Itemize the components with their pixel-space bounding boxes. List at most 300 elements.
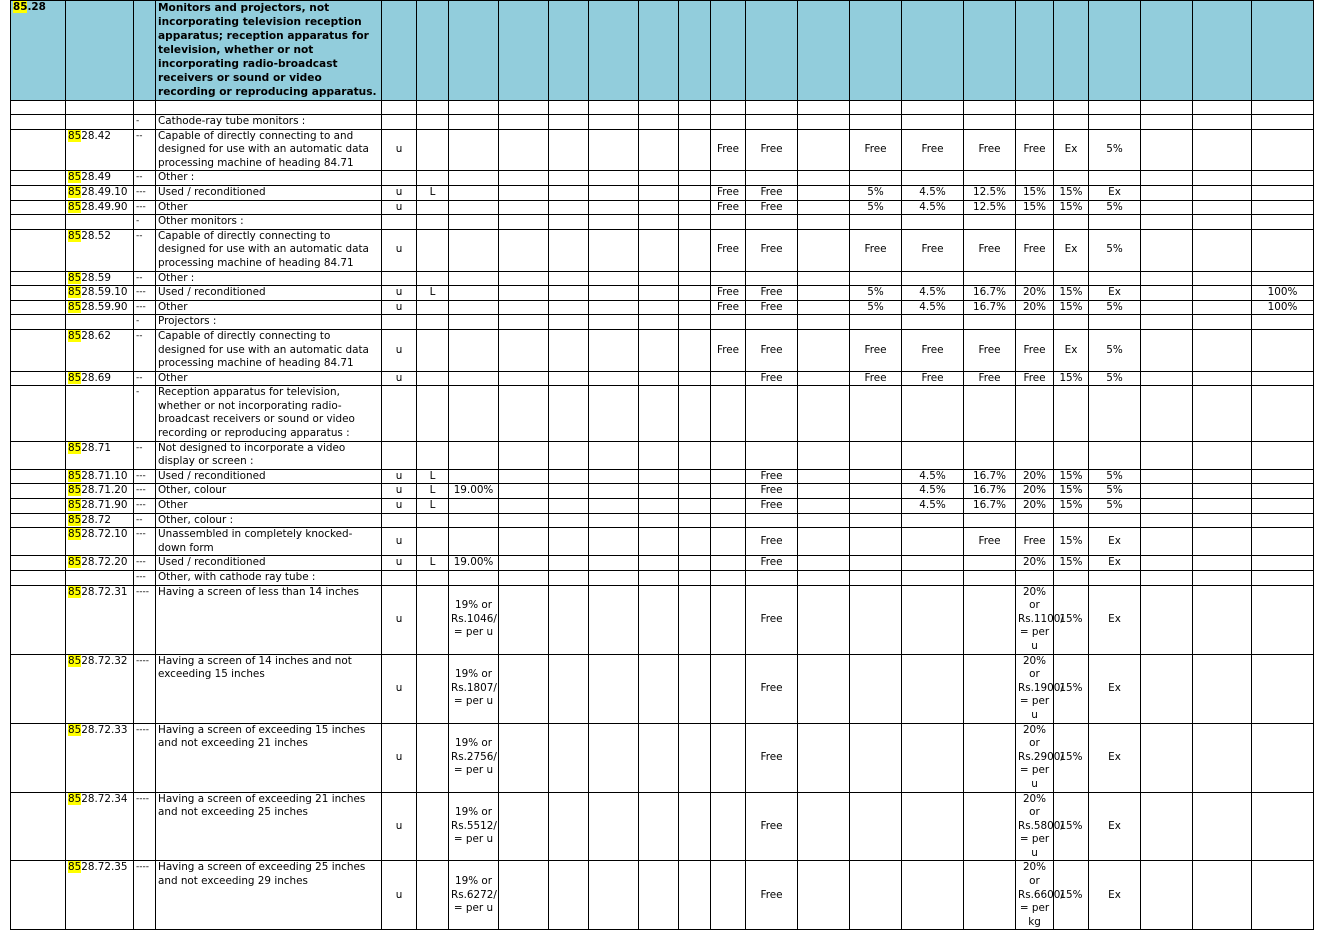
rate-cell: Free xyxy=(1016,371,1054,386)
rate-cell: 12.5% xyxy=(964,200,1016,215)
empty-cell xyxy=(499,528,549,556)
empty-cell xyxy=(639,286,679,301)
empty-cell xyxy=(549,229,589,271)
hs-code-suffix: 28.59.90 xyxy=(81,300,128,313)
unit-cell: u xyxy=(382,792,417,861)
rate-cell xyxy=(1252,371,1314,386)
empty-cell xyxy=(679,215,711,230)
rate-cell: 4.5% xyxy=(902,300,964,315)
rate-cell xyxy=(746,171,798,186)
level-dashes: - xyxy=(134,386,156,441)
empty-cell xyxy=(1141,528,1193,556)
level-dashes: - xyxy=(134,215,156,230)
empty-cell xyxy=(549,115,589,130)
hs-code-prefix: 85 xyxy=(68,513,82,526)
rate-cell: 100% xyxy=(1252,300,1314,315)
description: Other, colour : xyxy=(156,513,382,528)
rate-cell: 5% xyxy=(1089,499,1141,514)
table-row xyxy=(11,315,1314,330)
rate-cell xyxy=(902,386,964,441)
rate-cell xyxy=(850,528,902,556)
rate-cell xyxy=(850,861,902,930)
rate-cell xyxy=(449,469,499,484)
hs-code-prefix: 85 xyxy=(68,861,82,874)
unit-cell: u xyxy=(382,469,417,484)
empty-cell xyxy=(1141,469,1193,484)
rate-cell xyxy=(1252,861,1314,930)
rate-cell xyxy=(902,513,964,528)
empty-cell xyxy=(798,571,850,586)
empty-cell xyxy=(11,171,66,186)
empty-cell xyxy=(798,115,850,130)
rate-cell xyxy=(964,723,1016,792)
rate-cell: Free xyxy=(711,200,746,215)
hs-code-suffix: 28.69 xyxy=(81,371,111,384)
rate-cell: Ex xyxy=(1054,129,1089,171)
table-row xyxy=(11,441,1314,469)
rate-cell xyxy=(1252,484,1314,499)
rate-cell xyxy=(902,441,964,469)
empty-cell xyxy=(639,329,679,371)
rate-cell xyxy=(850,499,902,514)
rate-cell xyxy=(1016,386,1054,441)
rate-cell: 5% xyxy=(1089,469,1141,484)
empty-cell xyxy=(639,723,679,792)
level-dashes: -- xyxy=(134,329,156,371)
level-dashes: --- xyxy=(134,200,156,215)
unit-cell: u xyxy=(382,371,417,386)
description: Cathode-ray tube monitors : xyxy=(156,115,382,130)
table-row xyxy=(11,171,1314,186)
rate-cell xyxy=(902,115,964,130)
empty-cell xyxy=(499,386,549,441)
rate-cell: Free xyxy=(711,129,746,171)
rate-cell xyxy=(964,571,1016,586)
level-dashes: --- xyxy=(134,286,156,301)
rate-cell: 15% xyxy=(1054,792,1089,861)
rate-cell: 15% xyxy=(1054,528,1089,556)
empty-cell xyxy=(639,215,679,230)
unit-cell: u xyxy=(382,185,417,200)
rate-cell: 5% xyxy=(850,185,902,200)
empty-cell xyxy=(11,484,66,499)
empty-cell xyxy=(639,129,679,171)
licence-cell: L xyxy=(417,499,449,514)
rate-cell xyxy=(964,271,1016,286)
empty-cell xyxy=(549,469,589,484)
empty-cell xyxy=(499,441,549,469)
hs-code xyxy=(66,861,134,930)
rate-cell xyxy=(711,271,746,286)
level-dashes: ---- xyxy=(134,861,156,930)
empty-cell xyxy=(679,229,711,271)
unit-cell xyxy=(382,315,417,330)
rate-cell: 15% xyxy=(1054,185,1089,200)
hs-code xyxy=(66,585,134,654)
rate-cell: 4.5% xyxy=(902,200,964,215)
empty-cell xyxy=(798,371,850,386)
empty-cell xyxy=(549,371,589,386)
table-row xyxy=(11,329,1314,371)
empty-cell xyxy=(679,654,711,723)
rate-cell: Ex xyxy=(1089,556,1141,571)
hs-code xyxy=(66,792,134,861)
empty-cell xyxy=(499,185,549,200)
rate-cell xyxy=(902,585,964,654)
empty-cell xyxy=(1141,200,1193,215)
rate-cell xyxy=(1193,115,1252,130)
rate-cell xyxy=(1054,271,1089,286)
rate-cell xyxy=(964,115,1016,130)
rate-cell xyxy=(1054,171,1089,186)
rate-cell: 5% xyxy=(850,300,902,315)
empty-cell xyxy=(679,171,711,186)
empty-cell xyxy=(549,441,589,469)
rate-cell xyxy=(1252,513,1314,528)
rate-cell xyxy=(964,215,1016,230)
hs-code xyxy=(66,484,134,499)
description: Capable of directly connecting to and designed for use with an automatic data processing machine of heading 84.71 xyxy=(156,129,382,171)
licence-cell xyxy=(417,271,449,286)
unit-cell xyxy=(382,171,417,186)
rate-cell xyxy=(1252,185,1314,200)
rate-cell xyxy=(1054,215,1089,230)
rate-cell: 15% xyxy=(1054,654,1089,723)
empty-cell xyxy=(639,300,679,315)
empty-cell xyxy=(549,861,589,930)
table-row xyxy=(11,513,1314,528)
table-row xyxy=(11,585,1314,654)
rate-cell xyxy=(711,861,746,930)
heading-empty xyxy=(679,1,711,101)
hs-code-suffix: 28.52 xyxy=(81,229,111,242)
empty-cell xyxy=(798,329,850,371)
empty-cell xyxy=(798,792,850,861)
table-row xyxy=(11,792,1314,861)
rate-cell xyxy=(1252,469,1314,484)
empty-cell xyxy=(499,723,549,792)
heading-empty xyxy=(134,1,156,101)
heading-empty xyxy=(1193,1,1252,101)
empty-cell xyxy=(589,185,639,200)
rate-cell: 16.7% xyxy=(964,300,1016,315)
hs-code-suffix: 28.72 xyxy=(81,513,111,526)
heading-empty xyxy=(1016,1,1054,101)
rate-cell xyxy=(902,654,964,723)
empty-cell xyxy=(499,200,549,215)
heading-number xyxy=(11,1,66,101)
empty-cell xyxy=(798,200,850,215)
empty-cell xyxy=(589,499,639,514)
empty-cell xyxy=(11,513,66,528)
empty-cell xyxy=(549,185,589,200)
empty-cell xyxy=(679,386,711,441)
description: Other xyxy=(156,499,382,514)
heading-empty xyxy=(746,1,798,101)
empty-cell xyxy=(798,528,850,556)
empty-cell xyxy=(1141,792,1193,861)
empty-cell xyxy=(549,215,589,230)
empty-cell xyxy=(679,271,711,286)
empty-cell xyxy=(499,300,549,315)
rate-cell: 15% xyxy=(1054,484,1089,499)
rate-cell xyxy=(1016,271,1054,286)
table-row xyxy=(11,499,1314,514)
rate-cell xyxy=(746,271,798,286)
hs-code xyxy=(66,185,134,200)
hs-code xyxy=(66,556,134,571)
empty-cell xyxy=(679,792,711,861)
level-dashes: ---- xyxy=(134,585,156,654)
rate-cell: 5% xyxy=(1089,129,1141,171)
empty-cell xyxy=(639,528,679,556)
licence-cell: L xyxy=(417,556,449,571)
rate-cell: Free xyxy=(711,185,746,200)
empty-cell xyxy=(499,315,549,330)
empty-cell xyxy=(549,271,589,286)
rate-cell xyxy=(711,371,746,386)
empty-cell xyxy=(798,386,850,441)
hs-code-suffix: 28.49.10 xyxy=(81,185,128,198)
level-dashes: -- xyxy=(134,129,156,171)
level-dashes: -- xyxy=(134,171,156,186)
empty-cell xyxy=(589,556,639,571)
hs-code-prefix: 85 xyxy=(68,286,82,299)
empty-cell xyxy=(679,585,711,654)
rate-cell: Free xyxy=(1016,229,1054,271)
rate-cell xyxy=(711,571,746,586)
table-row xyxy=(11,185,1314,200)
empty-cell xyxy=(798,171,850,186)
rate-cell xyxy=(1193,215,1252,230)
table-row xyxy=(11,215,1314,230)
empty-cell xyxy=(798,229,850,271)
rate-cell xyxy=(1193,386,1252,441)
rate-cell: 15% xyxy=(1054,499,1089,514)
description: Having a screen of less than 14 inches xyxy=(156,585,382,654)
hs-code xyxy=(66,329,134,371)
empty-cell xyxy=(798,556,850,571)
licence-cell xyxy=(417,528,449,556)
licence-cell xyxy=(417,315,449,330)
hs-code-suffix: 28.71.90 xyxy=(81,499,128,512)
hs-code-prefix: 85 xyxy=(68,329,82,342)
rate-cell: Free xyxy=(746,185,798,200)
hs-code-prefix: 85 xyxy=(68,271,82,284)
empty-cell xyxy=(11,371,66,386)
licence-cell xyxy=(417,654,449,723)
rate-cell: 20% xyxy=(1016,556,1054,571)
rate-cell xyxy=(1054,386,1089,441)
heading-empty xyxy=(1252,1,1314,101)
rate-cell: 12.5% xyxy=(964,185,1016,200)
rate-cell xyxy=(449,300,499,315)
heading-empty xyxy=(589,1,639,101)
unit-cell: u xyxy=(382,585,417,654)
heading-empty xyxy=(66,1,134,101)
empty-cell xyxy=(679,371,711,386)
rate-cell xyxy=(711,513,746,528)
rate-cell xyxy=(902,171,964,186)
empty-cell xyxy=(798,315,850,330)
empty-cell xyxy=(1141,513,1193,528)
rate-cell xyxy=(1252,315,1314,330)
description: Other xyxy=(156,300,382,315)
empty-cell xyxy=(1141,329,1193,371)
empty-cell xyxy=(11,571,66,586)
rate-cell: 20% xyxy=(1016,286,1054,301)
empty-cell xyxy=(679,499,711,514)
rate-cell xyxy=(1193,286,1252,301)
empty-cell xyxy=(798,654,850,723)
empty-cell xyxy=(1141,861,1193,930)
rate-cell: 16.7% xyxy=(964,469,1016,484)
rate-cell xyxy=(1193,229,1252,271)
empty-cell xyxy=(499,654,549,723)
licence-cell xyxy=(417,329,449,371)
rate-cell xyxy=(711,528,746,556)
licence-cell xyxy=(417,200,449,215)
rate-cell: 15% xyxy=(1054,469,1089,484)
rate-cell xyxy=(1252,200,1314,215)
unit-cell xyxy=(382,441,417,469)
level-dashes: - xyxy=(134,315,156,330)
table-row xyxy=(11,271,1314,286)
level-dashes: --- xyxy=(134,484,156,499)
rate-cell: 15% xyxy=(1054,723,1089,792)
level-dashes: --- xyxy=(134,469,156,484)
empty-cell xyxy=(679,571,711,586)
rate-cell: Free xyxy=(1016,528,1054,556)
hs-code-suffix: 28.72.33 xyxy=(81,723,128,736)
table-row xyxy=(11,528,1314,556)
empty-cell xyxy=(798,215,850,230)
hs-code-prefix: 85 xyxy=(68,654,82,667)
empty-cell xyxy=(589,229,639,271)
empty-cell xyxy=(1141,556,1193,571)
empty-cell xyxy=(798,271,850,286)
hs-code xyxy=(66,171,134,186)
heading-description: Monitors and projectors, not incorporating television reception apparatus; reception apparatus for television, whether or not incorporating radio-broadcast receivers or sound or video recording or reproducing apparatus. xyxy=(156,1,382,101)
rate-cell xyxy=(449,371,499,386)
empty-cell xyxy=(549,571,589,586)
rate-cell: 16.7% xyxy=(964,499,1016,514)
empty-cell xyxy=(639,115,679,130)
description: Not designed to incorporate a video display or screen : xyxy=(156,441,382,469)
level-dashes: ---- xyxy=(134,723,156,792)
hs-code-prefix: 85 xyxy=(68,171,82,184)
empty-cell xyxy=(798,861,850,930)
empty-cell xyxy=(499,115,549,130)
rate-cell xyxy=(711,115,746,130)
rate-cell xyxy=(449,171,499,186)
rate-cell xyxy=(902,723,964,792)
empty-cell xyxy=(1141,229,1193,271)
rate-cell xyxy=(449,571,499,586)
empty-cell xyxy=(11,654,66,723)
rate-cell xyxy=(746,115,798,130)
empty-cell xyxy=(499,129,549,171)
empty-cell xyxy=(499,571,549,586)
empty-cell xyxy=(11,271,66,286)
empty-cell xyxy=(11,469,66,484)
description: Used / reconditioned xyxy=(156,556,382,571)
empty-cell xyxy=(11,229,66,271)
empty-cell xyxy=(499,271,549,286)
heading-empty xyxy=(711,1,746,101)
empty-cell xyxy=(499,556,549,571)
empty-cell xyxy=(549,171,589,186)
rate-cell: 16.7% xyxy=(964,484,1016,499)
rate-cell xyxy=(1252,215,1314,230)
empty-cell xyxy=(679,315,711,330)
table-row xyxy=(11,386,1314,441)
heading-empty xyxy=(382,1,417,101)
rate-cell: Ex xyxy=(1089,723,1141,792)
table-row xyxy=(11,300,1314,315)
rate-cell xyxy=(449,329,499,371)
licence-cell: L xyxy=(417,185,449,200)
heading-empty xyxy=(850,1,902,101)
rate-cell xyxy=(1193,129,1252,171)
empty-cell xyxy=(1141,571,1193,586)
rate-cell: Free xyxy=(1016,329,1054,371)
heading-empty xyxy=(639,1,679,101)
unit-cell: u xyxy=(382,286,417,301)
rate-cell: Free xyxy=(746,200,798,215)
rate-cell: Free xyxy=(746,528,798,556)
rate-cell xyxy=(964,171,1016,186)
hs-code xyxy=(66,499,134,514)
rate-cell xyxy=(1016,215,1054,230)
empty-cell xyxy=(589,271,639,286)
description: Used / reconditioned xyxy=(156,286,382,301)
level-dashes: --- xyxy=(134,571,156,586)
rate-cell xyxy=(1193,585,1252,654)
empty-cell xyxy=(589,484,639,499)
empty-cell xyxy=(589,469,639,484)
spacer-row xyxy=(11,101,1314,115)
rate-cell: Free xyxy=(850,229,902,271)
rate-cell xyxy=(850,469,902,484)
rate-cell: Ex xyxy=(1089,861,1141,930)
empty-cell xyxy=(549,585,589,654)
rate-cell: 19.00% xyxy=(449,484,499,499)
table-row xyxy=(11,469,1314,484)
rate-cell xyxy=(1193,513,1252,528)
rate-cell xyxy=(1016,441,1054,469)
empty-cell xyxy=(798,441,850,469)
unit-cell: u xyxy=(382,861,417,930)
rate-cell xyxy=(1252,585,1314,654)
rate-cell xyxy=(1016,115,1054,130)
rate-cell xyxy=(449,441,499,469)
unit-cell xyxy=(382,215,417,230)
rate-cell: 5% xyxy=(1089,200,1141,215)
rate-cell xyxy=(1193,200,1252,215)
rate-cell: 15% xyxy=(1054,371,1089,386)
rate-cell xyxy=(850,585,902,654)
rate-cell xyxy=(850,171,902,186)
rate-cell xyxy=(850,215,902,230)
rate-cell xyxy=(711,171,746,186)
level-dashes: -- xyxy=(134,371,156,386)
rate-cell xyxy=(449,528,499,556)
licence-cell xyxy=(417,171,449,186)
heading-empty xyxy=(499,1,549,101)
empty-cell xyxy=(1141,215,1193,230)
rate-cell: 19.00% xyxy=(449,556,499,571)
